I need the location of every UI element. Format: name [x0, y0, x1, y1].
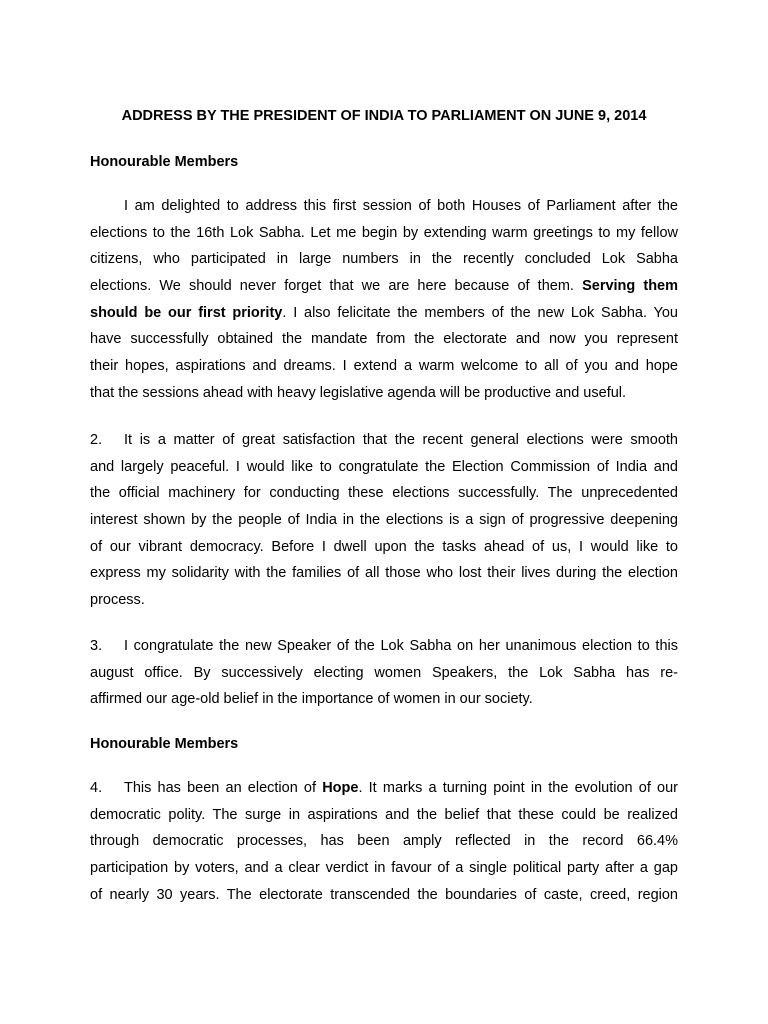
paragraph-line: elections to the 16th Lok Sabha. Let me begin by extending warm greetings to my fellow	[90, 224, 678, 241]
text-span: elections. We should never forget that we are here because of them.	[90, 278, 574, 295]
paragraph-line: democratic polity. The surge in aspirations and the belief that these could be realized	[90, 806, 678, 823]
paragraph-line: process.	[90, 592, 145, 609]
paragraph-line: and largely peaceful. I would like to congratulate the Election Commission of India and	[90, 458, 678, 475]
text-span: . I also felicitate the members of the new Lok Sabha. You	[282, 304, 678, 321]
salutation-heading: Honourable Members	[90, 154, 239, 170]
bold-text: should be our first priority	[90, 304, 283, 321]
paragraph-line: that the sessions ahead with heavy legislative agenda will be productive and useful.	[90, 384, 627, 401]
paragraph-line: through democratic processes, has been amply reflected in the record 66.4%	[90, 833, 678, 850]
text-span: It is a matter of great satisfaction that the recent general elections were smooth	[124, 432, 678, 448]
paragraph-number: 3.	[90, 638, 103, 654]
paragraph-number: 4.	[90, 780, 103, 796]
paragraph-number: 2.	[90, 432, 103, 448]
paragraph-line: have successfully obtained the mandate from the electorate and now you represent	[90, 331, 678, 348]
text-span: This has been an election of	[124, 780, 317, 796]
document-title: ADDRESS BY THE PRESIDENT OF INDIA TO PARLIAMENT ON JUNE 9, 2014	[121, 108, 647, 124]
text-span: I congratulate the new Speaker of the Lok Sabha on her unanimous election to this	[124, 638, 678, 654]
paragraph-line	[90, 193, 678, 220]
paragraph-line	[90, 300, 678, 327]
paragraph-line	[90, 775, 678, 802]
paragraph-line: of nearly 30 years. The electorate transcended the boundaries of caste, creed, region	[90, 886, 678, 903]
paragraph-line	[90, 633, 678, 660]
text-span: . It marks a turning point in the evolution of our	[358, 780, 678, 796]
paragraph-line: of our vibrant democracy. Before I dwell upon the tasks ahead of us, I would like to	[90, 538, 678, 555]
paragraph-intro	[90, 193, 678, 407]
salutation-heading-2: Honourable Members	[90, 736, 239, 752]
paragraph-line: august office. By successively electing women Speakers, the Lok Sabha has re-	[90, 664, 678, 681]
bold-text: Hope	[322, 780, 359, 796]
paragraph-line: interest shown by the people of India in the elections is a sign of progressive deepening	[90, 512, 678, 529]
text-span: I am delighted to address this first session of both Houses of Parliament after the	[124, 198, 678, 214]
paragraph-line: citizens, who participated in large numbers in the recently concluded Lok Sabha	[90, 251, 678, 268]
paragraph-2	[90, 427, 678, 614]
paragraph-line	[90, 273, 678, 300]
paragraph-line	[90, 427, 678, 454]
paragraph-line: their hopes, aspirations and dreams. I extend a warm welcome to all of you and hope	[90, 358, 678, 375]
paragraph-line: express my solidarity with the families of all those who lost their lives during the election	[90, 565, 678, 582]
paragraph-line: participation by voters, and a clear verdict in favour of a single political party after a gap	[90, 860, 678, 877]
paragraph-line: the official machinery for conducting these elections successfully. The unprecedented	[90, 485, 678, 502]
paragraph-4	[90, 775, 678, 908]
paragraph-3	[90, 633, 678, 713]
bold-text: Serving them	[582, 278, 679, 295]
paragraph-line: affirmed our age-old belief in the importance of women in our society.	[90, 691, 533, 708]
